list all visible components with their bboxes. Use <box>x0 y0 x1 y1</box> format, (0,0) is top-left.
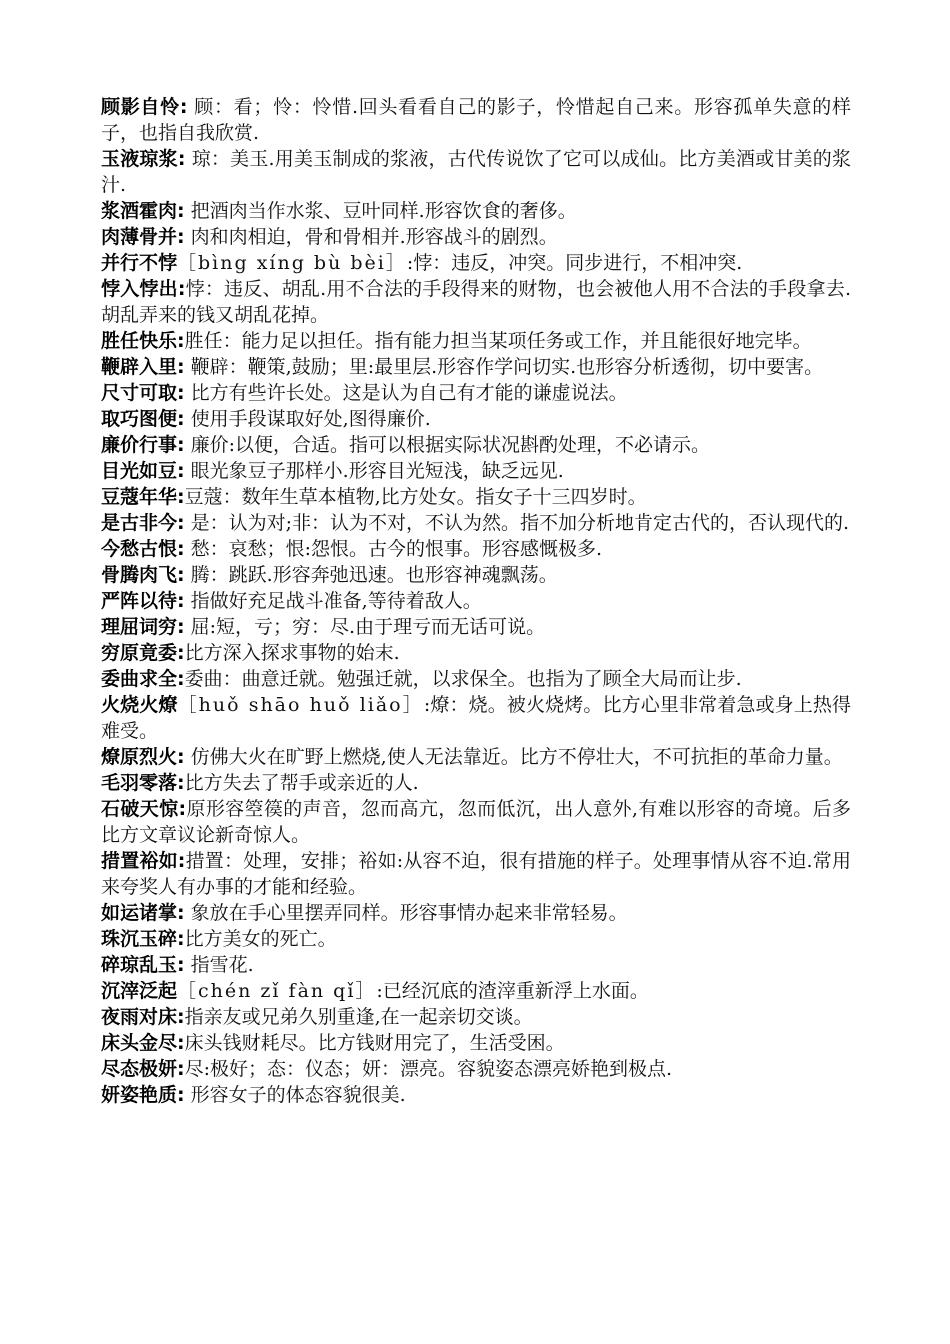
idiom-entry <box>101 380 851 406</box>
idiom-definition: 比方失去了帮手或亲近的人. <box>184 772 419 794</box>
idiom-term: 鞭辟入里: <box>101 356 185 378</box>
idiom-term: 肉薄骨并: <box>101 226 185 248</box>
idiom-entry <box>101 666 851 692</box>
idiom-definition: :悖：违反，冲突。同步进行，不相冲突. <box>406 252 743 274</box>
idiom-term: 浆酒霍肉: <box>101 200 185 222</box>
idiom-entry <box>101 510 851 536</box>
idiom-entry <box>101 198 851 224</box>
idiom-entry <box>101 224 851 250</box>
idiom-pinyin: ［huǒ shāo huǒ liǎo］ <box>177 694 424 716</box>
idiom-definition: 指雪花. <box>184 954 254 976</box>
idiom-entry <box>101 1030 851 1056</box>
idiom-definition: 仿佛大火在旷野上燃烧,使人无法靠近。比方不停壮大，不可抗拒的革命力量。 <box>184 746 843 768</box>
idiom-definition: 床头钱财耗尽。比方钱财用完了，生活受困。 <box>184 1032 565 1054</box>
idiom-term: 火烧火燎 <box>101 694 178 716</box>
idiom-entry <box>101 640 851 666</box>
idiom-term: 理屈词穷: <box>101 616 185 638</box>
idiom-term: 悖入悖出: <box>101 278 186 300</box>
idiom-entry <box>101 614 851 640</box>
idiom-term: 毛羽零落: <box>101 772 185 794</box>
idiom-entry <box>101 328 851 354</box>
idiom-entry <box>101 848 851 900</box>
idiom-term: 严阵以待: <box>101 590 185 612</box>
idiom-entry <box>101 562 851 588</box>
idiom-entry <box>101 1004 851 1030</box>
idiom-entry <box>101 536 851 562</box>
idiom-entry <box>101 354 851 380</box>
idiom-definition: 胜任：能力足以担任。指有能力担当某项任务或工作，并且能很好地完毕。 <box>184 330 812 352</box>
idiom-entry <box>101 484 851 510</box>
idiom-definition: 是：认为对;非：认为不对，不认为然。指不加分析地肯定古代的，否认现代的. <box>184 512 850 534</box>
idiom-term: 是古非今: <box>101 512 185 534</box>
idiom-term: 豆蔻年华: <box>101 486 185 508</box>
idiom-pinyin: ［bìng xíng bù bèi］ <box>177 252 407 274</box>
idiom-term: 妍姿艳质: <box>101 1084 185 1106</box>
idiom-entry <box>101 744 851 770</box>
idiom-term: 沉滓泛起 <box>101 980 178 1002</box>
idiom-term: 廉价行事: <box>101 434 185 456</box>
idiom-definition: 廉价:以便，合适。指可以根据实际状况斟酌处理，不必请示。 <box>184 434 711 456</box>
idiom-entry <box>101 900 851 926</box>
idiom-term: 顾影自怜: <box>101 96 188 118</box>
idiom-term: 骨腾肉飞: <box>101 564 185 586</box>
idiom-definition: 悖：违反、胡乱.用不合法的手段得来的财物，也会被他人用不合法的手段拿去.胡乱弄来的钱又胡乱花掉。 <box>101 278 851 326</box>
idiom-definition: 鞭辟：鞭策,鼓励；里:最里层.形容作学问切实.也形容分析透彻，切中要害。 <box>184 356 824 378</box>
idiom-term: 胜任快乐: <box>101 330 185 352</box>
idiom-term: 措置裕如: <box>101 850 186 872</box>
idiom-entry <box>101 952 851 978</box>
idiom-entry <box>101 796 851 848</box>
idiom-definition: 肉和肉相迫，骨和骨相并.形容战斗的剧烈。 <box>184 226 558 248</box>
idiom-term: 今愁古恨: <box>101 538 185 560</box>
idiom-definition: :已经沉底的渣滓重新浮上水面。 <box>376 980 649 1002</box>
idiom-entry <box>101 1082 851 1108</box>
idiom-term: 穷原竟委: <box>101 642 185 664</box>
idiom-definition: 比方美女的死亡。 <box>184 928 337 950</box>
idiom-term: 珠沉玉碎: <box>101 928 185 950</box>
idiom-entry <box>101 1056 851 1082</box>
idiom-definition: 屈:短，亏；穷：尽.由于理亏而无话可说。 <box>184 616 546 638</box>
idiom-term: 燎原烈火: <box>101 746 185 768</box>
idiom-entry <box>101 692 851 744</box>
idiom-definition: 腾：跳跃.形容奔弛迅速。也形容神魂飘荡。 <box>184 564 558 586</box>
idiom-definition: 把酒肉当作水浆、豆叶同样.形容饮食的奢侈。 <box>184 200 577 222</box>
idiom-entry <box>101 146 851 198</box>
idiom-definition: :燎：烧。被火烧烤。比方心里非常着急或身上热得难受。 <box>101 694 851 742</box>
idiom-definition: 指做好充足战斗准备,等待着敌人。 <box>184 590 482 612</box>
idiom-entry <box>101 94 851 146</box>
idiom-term: 尽态极妍: <box>101 1058 185 1080</box>
idiom-definition: 指亲友或兄弟久别重逢,在一起亲切交谈。 <box>184 1006 533 1028</box>
idiom-term: 委曲求全: <box>101 668 185 690</box>
idiom-term: 玉液琼浆: <box>101 148 186 170</box>
idiom-term: 石破天惊: <box>101 798 187 820</box>
idiom-definition: 豆蔻：数年生草本植物,比方处女。指女子十三四岁时。 <box>184 486 647 508</box>
idiom-entry <box>101 406 851 432</box>
idiom-definition: 比方深入探求事物的始末. <box>184 642 400 664</box>
idiom-term: 尺寸可取: <box>101 382 185 404</box>
idiom-definition: 顾：看；怜：怜惜.回头看看自己的影子，怜惜起自己来。形容孤单失意的样子，也指自我欣赏. <box>101 96 851 144</box>
idiom-definition: 象放在手心里摆弄同样。形容事情办起来非常轻易。 <box>184 902 628 924</box>
idiom-definition: 琼：美玉.用美玉制成的浆液，古代传说饮了它可以成仙。比方美酒或甘美的浆汁. <box>101 148 851 196</box>
idiom-entry <box>101 250 851 276</box>
idiom-term: 目光如豆: <box>101 460 185 482</box>
idiom-definition: 使用手段谋取好处,图得廉价. <box>184 408 431 430</box>
idiom-entry <box>101 276 851 328</box>
idiom-definition: 愁：哀愁；恨:怨恨。古今的恨事。形容感慨极多. <box>184 538 603 560</box>
idiom-entry <box>101 588 851 614</box>
idiom-definition: 原形容箜篌的声音，忽而高亢，忽而低沉，出人意外,有难以形容的奇境。后多比方文章议论新奇惊人。 <box>101 798 851 846</box>
idiom-term: 如运诸掌: <box>101 902 185 924</box>
idiom-entry <box>101 458 851 484</box>
idiom-entry <box>101 770 851 796</box>
idiom-definition: 委曲：曲意迁就。勉强迁就，以求保全。也指为了顾全大局而让步. <box>184 668 742 690</box>
idiom-definition: 措置：处理，安排；裕如:从容不迫，很有措施的样子。处理事情从容不迫.常用来夸奖人有办事的才能和经验。 <box>101 850 851 898</box>
idiom-definition: 眼光象豆子那样小.形容目光短浅，缺乏远见. <box>184 460 564 482</box>
idiom-term: 床头金尽: <box>101 1032 185 1054</box>
idiom-entry <box>101 926 851 952</box>
idiom-entry <box>101 432 851 458</box>
idiom-pinyin: ［chén zǐ fàn qǐ］ <box>177 980 377 1002</box>
idiom-term: 夜雨对床: <box>101 1006 185 1028</box>
idiom-definition: 比方有些许长处。这是认为自己有才能的谦虚说法。 <box>184 382 628 404</box>
idiom-term: 碎琼乱玉: <box>101 954 185 976</box>
idiom-entry <box>101 978 851 1004</box>
idiom-definition: 尽:极好；态：仪态；妍：漂亮。容貌姿态漂亮娇艳到极点. <box>184 1058 673 1080</box>
idiom-list <box>101 94 851 1108</box>
idiom-term: 取巧图便: <box>101 408 185 430</box>
idiom-term: 并行不悖 <box>101 252 178 274</box>
idiom-definition: 形容女子的体态容貌很美. <box>184 1084 406 1106</box>
